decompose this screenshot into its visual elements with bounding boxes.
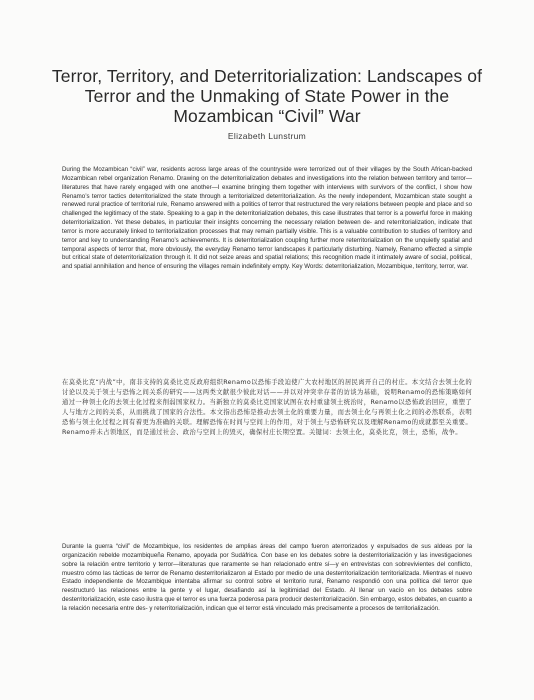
article-title: Terror, Territory, and Deterritorialization: Landscapes of Terror and the Unmaking of State Power in the Mozambican “Civil” War (51, 66, 483, 126)
article-author: Elizabeth Lunstrum (227, 131, 307, 141)
abstract-english: During the Mozambican “civil” war, residents across large areas of the countryside were terrorized out of their villages by the South African-backed Mozambican rebel organization Renamo. Drawing on the deterritorialization debates and investigations into the relation between territory and terror—literatures that have rarely engaged with one another—I examine bringing them together with interviews with survivors of the conflict, I show how Renamo’s terror tactics deterritorialized the state through a territorialized deterritorialization. As the newly independent, Mozambican state sought a renewed rural practice of territorial rule, Renamo answered with a politics of terror that restructured the very relations between people and place and so challenged the legitimacy of the state. Speaking to a gap in the deterritorialization debates, this case illustrates that terror is a powerful force in making deterritorialization. Yet these debates, in particular their insights concerning the necessary relation between de- and reterritorialization, indicate that terror is more accurately linked to territorialization processes that may remain partially visible. This is a valuable contribution to studies of territory and terror and key to understanding Renamo’s achievements. It is deterritorialization coupling further more reterritorialization on the unquietly spatial and temporal aspects of terror that, more obviously, the everyday Renamo terror landscapes it particularly disturbing. Namely, Renamo effected a simple but critical state of deterritorialization through it. It did not seize areas and spatial relations; this recognition made it intimately aware of social, political, and spatial annihilation and hence of ensuring the villages remain indefinitely empty. Key Words: deterritorialization, Mozambique, territory, terror, war. (62, 166, 472, 271)
abstract-chinese: 在莫桑比克“内战”中，南非支持的莫桑比克反政府组织Renamo以恐怖手段迫使广大农村地区的居民离开自己的村庄。本文结合去领土化的讨论以及关于领土与恐怖之间关系的研究——这两类文献很少彼此对话——并以对冲突幸存者的访谈为基础，说明Renamo的恐怖策略如何通过一种领土化的去领土化过程来削弱国家权力。当新独立的莫桑比克国家试图在农村重建领土统治时，Renamo以恐怖政治回应，重塑了人与地方之间的关系，从而挑战了国家的合法性。本文指出恐怖是推动去领土化的重要力量，而去领土化与再领土化之间的必然联系，表明恐怖与领土化过程之间有着更为准确的关联。理解恐怖在时间与空间上的作用，对于领土与恐怖研究以及理解Renamo的成就都至关重要。Renamo并未占领地区，而是通过社会、政治与空间上的毁灭，确保村庄长期空置。关键词：去领土化，莫桑比克，领土，恐怖，战争。 (62, 379, 472, 437)
abstract-spanish: Durante la guerra “civil” de Mozambique, los residentes de amplias áreas del campo fueron aterrorizados y expulsados de sus aldeas por la organización rebelde mozambiqueña Renamo, apoyada por Sudáfrica. Con base en los debates sobre la desterritorialización y las investigaciones sobre la relación entre territorio y terror—literaturas que raramente se han relacionado entre sí—y en entrevistas con sobrevivientes del conflicto, muestro cómo las tácticas de terror de Renamo desterritorializaron al Estado por medio de una desterritorialización territorializada. Mientras el nuevo Estado independiente de Mozambique intentaba afirmar su control sobre el territorio rural, Renamo respondió con una política del terror que reestructuró las relaciones entre la gente y el lugar, desafiando así la legitimidad del Estado. Al llenar un vacío en los debates sobre desterritorialización, este caso ilustra que el terror es una fuerza poderosa para producir desterritorialización. Sin embargo, estos debates, en cuanto a la relación necesaria entre des- y reterritorialización, indican que el terror está vinculado más precisamente a procesos de territorialización. (62, 543, 472, 612)
